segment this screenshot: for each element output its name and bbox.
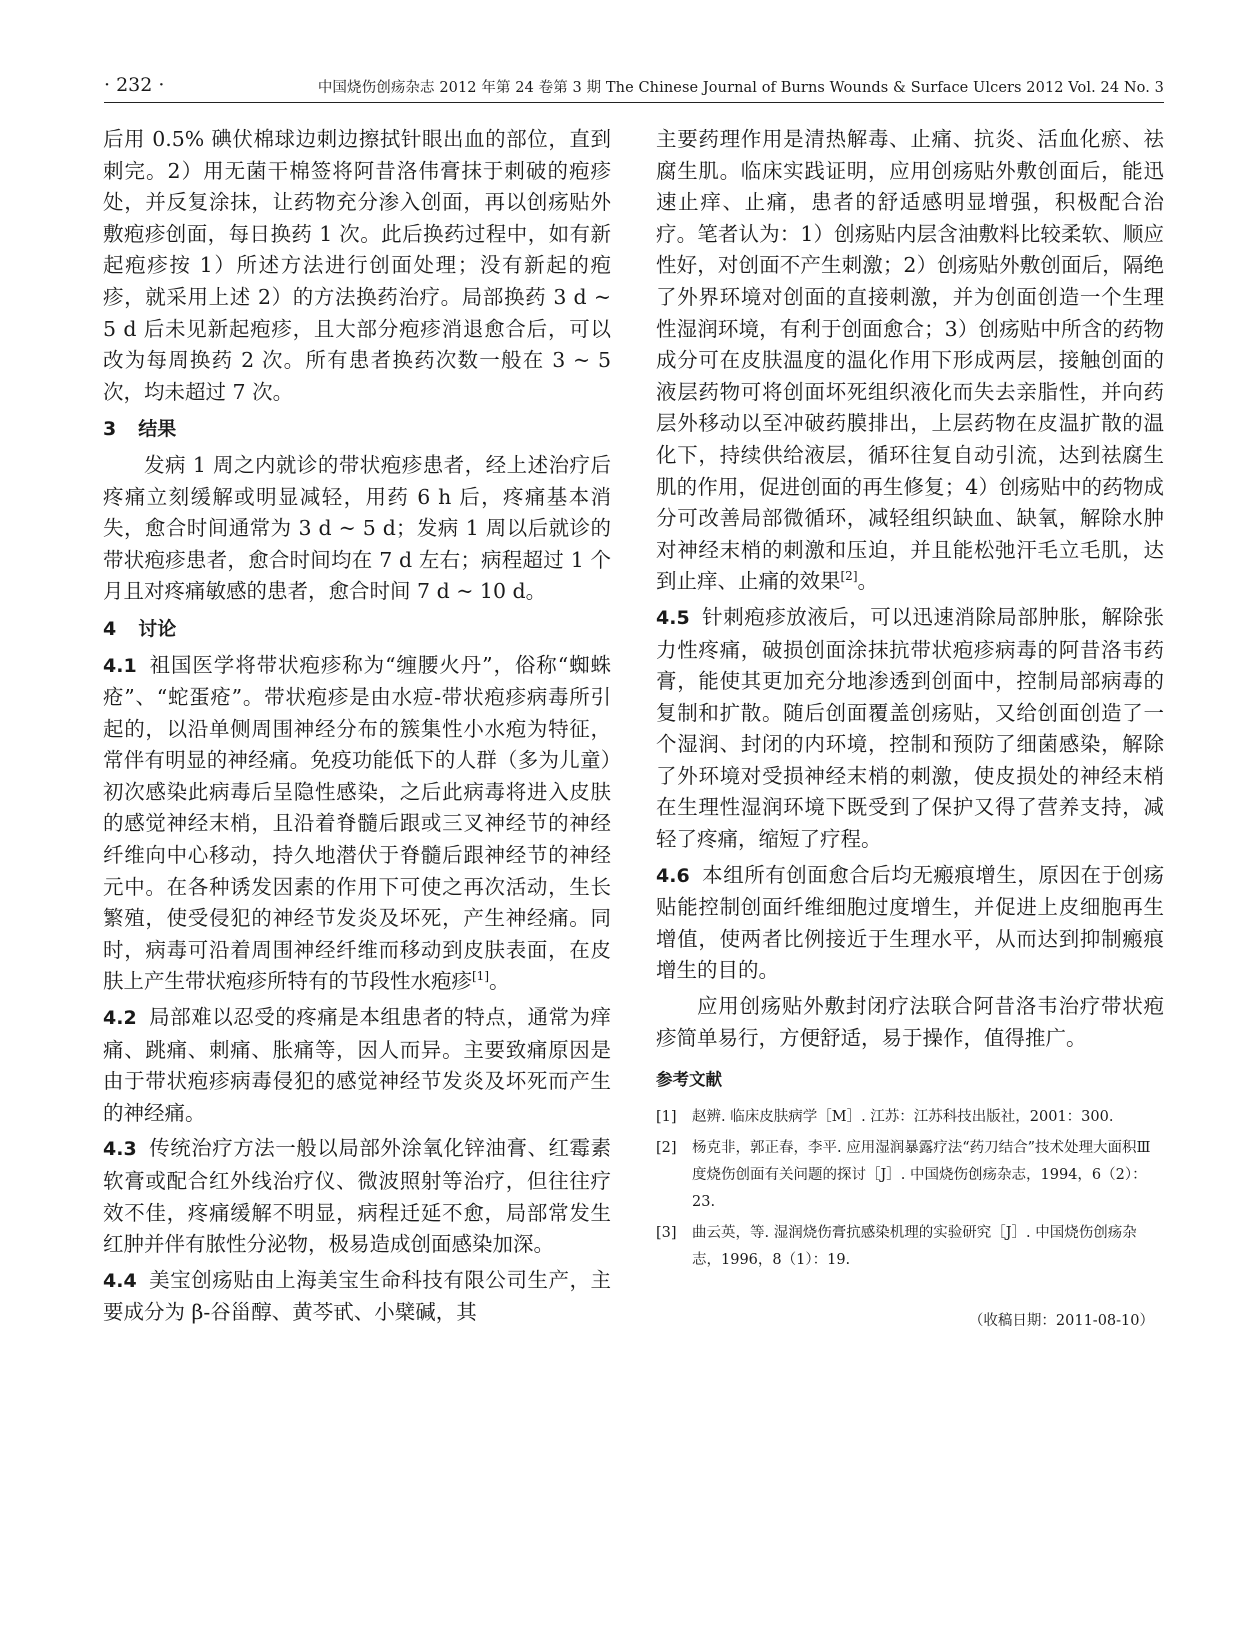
subsection-text: 传统治疗方法一般以局部外涂氧化锌油膏、红霉素软膏或配合红外线治疗仪、微波照射等治疗，但往往疗效不佳，疼痛缓解不明显，病程迁延不愈，局部常发生红肿并伴有脓性分泌物，极易造成创面感染加深。 xyxy=(103,1136,611,1257)
citation-ref[interactable]: [2] xyxy=(840,569,858,584)
subsection-text: 针刺疱疹放液后，可以迅速消除局部肿胀，解除张力性疼痛，破损创面涂抹抗带状疱疹病毒的阿昔洛韦药膏，能使其更加充分地渗透到创面中，控制局部病毒的复制和扩散。随后创面覆盖创疡贴，又给创面创造了一个湿润、封闭的内环境，控制和预防了细菌感染，解除了外环境对受损神经末梢的刺激，使皮损处的神经末梢在生理性湿润环境下既受到了保护又得了营养支持，减轻了疼痛，缩短了疗程。 xyxy=(656,604,1164,852)
received-date: （收稿日期：2011-08-10） xyxy=(968,1312,1154,1329)
subsection-4-6 xyxy=(656,860,1164,987)
sentence-end: 。 xyxy=(489,969,510,994)
reference-number: [3] xyxy=(656,1224,677,1241)
reference-number: [2] xyxy=(656,1139,677,1156)
subsection-text: 美宝创疡贴由上海美宝生命科技有限公司生产，主要成分为 β-谷甾醇、黄芩甙、小檗碱，其 xyxy=(103,1267,611,1325)
subsection-4-4 xyxy=(103,1265,611,1329)
references-heading: 参考文献 xyxy=(656,1070,722,1090)
reference-text: 赵辨. 临床皮肤病学［M］. 江苏：江苏科技出版社，2001：300. xyxy=(692,1108,1114,1125)
subsection-text: 局部难以忍受的疼痛是本组患者的特点，通常为痒痛、跳痛、刺痛、胀痛等，因人而异。主要致痛原因是由于带状疱疹病毒侵犯的感觉神经节发炎及坏死而产生的神经痛。 xyxy=(103,1005,611,1125)
section-heading-discussion xyxy=(103,614,611,646)
subsection-number: 4.4 xyxy=(103,1269,137,1292)
conclusion-paragraph: 应用创疡贴外敷封闭疗法联合阿昔洛韦治疗带状疱疹简单易行，方便舒适，易于操作，值得推广。 xyxy=(656,994,1164,1050)
subsection-text: 本组所有创面愈合后均无瘢痕增生，原因在于创疡贴能控制创面纤维细胞过度增生，并促进上皮细胞再生增值，使两者比例接近于生理水平，从而达到抑制瘢痕增生的目的。 xyxy=(656,862,1164,983)
pharmacology-paragraph xyxy=(656,124,1164,598)
sentence-end: 。 xyxy=(857,569,878,594)
subsection-number: 4.5 xyxy=(656,606,690,629)
reference-text: 杨克非，郭正春，李平. 应用湿润暴露疗法“药刀结合”技术处理大面积Ⅲ度烧伤创面有关问题的探讨［J］. 中国烧伤创疡杂志，1994，6（2）：23. xyxy=(692,1139,1151,1210)
reference-text: 曲云英，等. 湿润烧伤膏抗感染机理的实验研究［J］. 中国烧伤创疡杂志，1996，8（1）：19. xyxy=(692,1224,1137,1268)
section-title: 讨论 xyxy=(138,617,177,640)
left-column xyxy=(103,124,611,1329)
right-column xyxy=(656,124,1164,1337)
subsection-number: 4.6 xyxy=(656,864,690,887)
subsection-4-2 xyxy=(103,1002,611,1129)
subsection-4-3 xyxy=(103,1133,611,1260)
section-title: 结果 xyxy=(138,418,177,441)
results-paragraph: 发病 1 周之内就诊的带状疱疹患者，经上述治疗后疼痛立刻缓解或明显减轻，用药 6 h 后，疼痛基本消失，愈合时间通常为 3 d ~ 5 d；发病 1 周以后就诊的带状疱疹患者，愈合时间均在 7 d 左右；病程超过 1 个月且对疼痛敏感的患者，愈合时间 7 d ~ 10 d。 xyxy=(103,452,611,604)
journal-running-title: 中国烧伤创疡杂志 2012 年第 24 卷第 3 期 The Chinese Journal of Burns Wounds & Surface Ulcers 2012 Vol. 24 No. 3 xyxy=(317,80,1164,96)
reference-item xyxy=(656,1220,1164,1274)
method-paragraph: 后用 0.5% 碘伏棉球边刺边擦拭针眼出血的部位，直到刺完。2）用无菌干棉签将阿昔洛伟膏抹于刺破的疱疹处，并反复涂抹，让药物充分渗入创面，再以创疡贴外敷疱疹创面，每日换药 1 次。此后换药过程中，如有新起疱疹按 1）所述方法进行创面处理；没有新起的疱疹，就采用上述 2）的方法换药治疗。局部换药 3 d ~ 5 d 后未见新起疱疹，且大部分疱疹消退愈合后，可以改为每周换药 2 次。所有患者换药次数一般在 3 ~ 5 次，均未超过 7 次。 xyxy=(103,127,611,404)
reference-number: [1] xyxy=(656,1108,677,1125)
running-header xyxy=(104,72,1164,103)
section-heading-results xyxy=(103,414,611,446)
reference-item xyxy=(656,1135,1164,1216)
subsection-number: 4.3 xyxy=(103,1138,137,1161)
subsection-text: 祖国医学将带状疱疹称为“缠腰火丹”，俗称“蜘蛛疮”、“蛇蛋疮”。带状疱疹是由水痘-带状疱疹病毒所引起的，以沿单侧周围神经分布的簇集性小水疱为特征，常伴有明显的神经痛。免疫功能低下的人群（多为儿童）初次感染此病毒后呈隐性感染，之后此病毒将进入皮肤的感觉神经末梢，且沿着脊髓后跟或三叉神经节的神经纤维向中心移动，持久地潜伏于脊髓后跟神经节的神经元中。在各种诱发因素的作用下可使之再次活动，生长繁殖，使受侵犯的神经节发炎及坏死，产生神经痛。同时，病毒可沿着周围神经纤维而移动到皮肤表面，在皮肤上产生带状疱疹所特有的节段性水疱疹 xyxy=(103,652,611,994)
section-number: 4 xyxy=(103,617,117,640)
reference-item xyxy=(656,1104,1164,1131)
subsection-number: 4.2 xyxy=(103,1007,137,1030)
paragraph-text: 主要药理作用是清热解毒、止痛、抗炎、活血化瘀、祛腐生肌。临床实践证明，应用创疡贴外敷创面后，能迅速止痒、止痛，患者的舒适感明显增强，积极配合治疗。笔者认为：1）创疡贴内层含油敷料比较柔软、顺应性好，对创面不产生刺激；2）创疡贴外敷创面后，隔绝了外界环境对创面的直接刺激，并为创面创造一个生理性湿润环境，有利于创面愈合；3）创疡贴中所含的药物成分可在皮肤温度的温化作用下形成两层，接触创面的液层药物可将创面坏死组织液化而失去亲脂性，并向药层外移动以至冲破药膜排出，上层药物在皮温扩散的温化下，持续供给液层，循环往复自动引流，达到祛腐生肌的作用，促进创面的再生修复；4）创疡贴中的药物成分可改善局部微循环，减轻组织缺血、缺氧，解除水肿对神经末梢的刺激和压迫，并且能松弛汗毛立毛肌，达到止痒、止痛的效果 xyxy=(656,127,1164,594)
section-number: 3 xyxy=(103,418,117,441)
page-number: · 232 · xyxy=(104,74,165,96)
subsection-4-5 xyxy=(656,602,1164,856)
subsection-4-1 xyxy=(103,650,611,999)
citation-ref[interactable]: [1] xyxy=(472,969,489,984)
subsection-number: 4.1 xyxy=(103,654,137,677)
